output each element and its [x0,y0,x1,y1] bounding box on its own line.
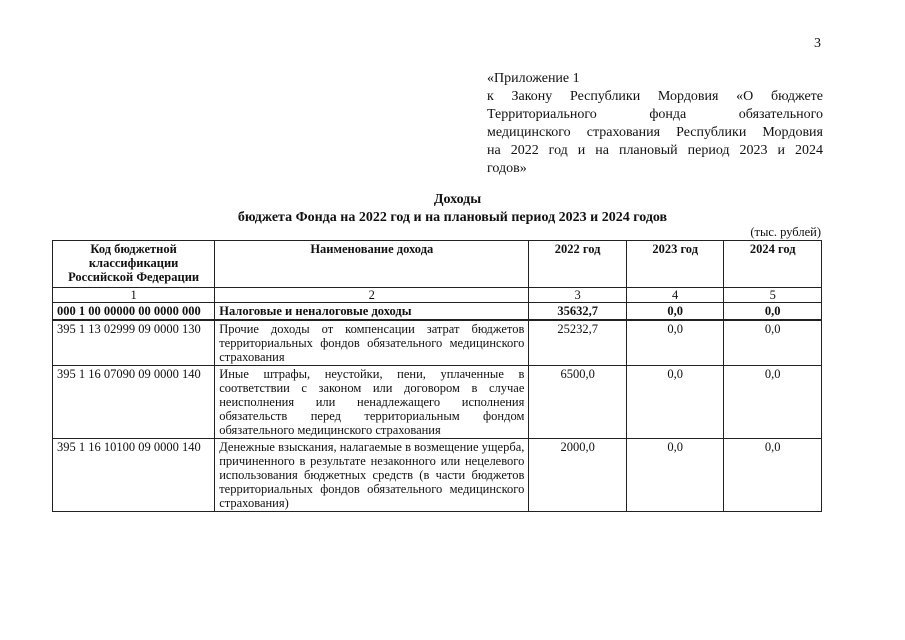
column-number: 4 [626,288,724,303]
row-value-2023: 0,0 [626,320,724,366]
row-code: 000 1 00 00000 00 0000 000 [53,303,215,321]
row-value-2023: 0,0 [626,439,724,512]
row-value-2023: 0,0 [626,366,724,439]
column-number: 5 [724,288,822,303]
title-line-1: Доходы [433,192,482,207]
row-name: Иные штрафы, неустойки, пени, уплаченные в соответствии с законом или договором в случае неисполнения или ненадлежащего исполнения обязательств перед территориальным фондом обязательного медицинского страхования [215,366,529,439]
row-value-2022: 6500,0 [529,366,627,439]
row-value-2024: 0,0 [724,366,822,439]
appendix-line: медицинского страхования Республики Мордовия [487,125,823,140]
income-table [52,240,822,512]
row-value-2024: 0,0 [724,303,822,321]
row-code: 395 1 13 02999 09 0000 130 [53,320,215,366]
units-label: (тыс. рублей) [750,225,821,239]
header-2023: 2023 год [626,241,724,288]
title-line-2: бюджета Фонда на 2022 год и на плановый период 2023 и 2024 годов [237,210,668,225]
row-value-2023: 0,0 [626,303,724,321]
row-value-2022: 25232,7 [529,320,627,366]
row-name: Налоговые и неналоговые доходы [215,303,529,321]
header-code: Код бюджетной классификации Российской Федерации [53,241,215,288]
row-name: Денежные взыскания, налагаемые в возмещение ущерба, причиненного в результате незаконного или нецелевого использования бюджетных средств (в части бюджетов территориальных фондов обязательного медицинского страхования) [215,439,529,512]
row-code: 395 1 16 07090 09 0000 140 [53,366,215,439]
table-row [53,366,822,439]
column-number: 1 [53,288,215,303]
table-header-row [53,241,822,288]
table-row [53,320,822,366]
row-value-2022: 35632,7 [529,303,627,321]
row-value-2024: 0,0 [724,320,822,366]
column-number-row [53,288,822,303]
appendix-line: к Закону Республики Мордовия «О бюджете [487,89,823,104]
appendix-line: Территориального фонда обязательного [487,107,823,122]
row-name: Прочие доходы от компенсации затрат бюджетов территориальных фондов обязательного медицинского страхования [215,320,529,366]
row-value-2024: 0,0 [724,439,822,512]
appendix-line: «Приложение 1 [487,71,580,86]
appendix-line: на 2022 год и на плановый период 2023 и 2024 [487,143,823,158]
table-row [53,303,822,321]
column-number: 2 [215,288,529,303]
document-title [0,191,905,227]
appendix-line: годов» [487,161,527,176]
header-2022: 2022 год [529,241,627,288]
appendix-header [487,70,823,178]
row-value-2022: 2000,0 [529,439,627,512]
page-number: 3 [814,36,821,51]
table-row [53,439,822,512]
column-number: 3 [529,288,627,303]
row-code: 395 1 16 10100 09 0000 140 [53,439,215,512]
header-2024: 2024 год [724,241,822,288]
header-name: Наименование дохода [215,241,529,288]
